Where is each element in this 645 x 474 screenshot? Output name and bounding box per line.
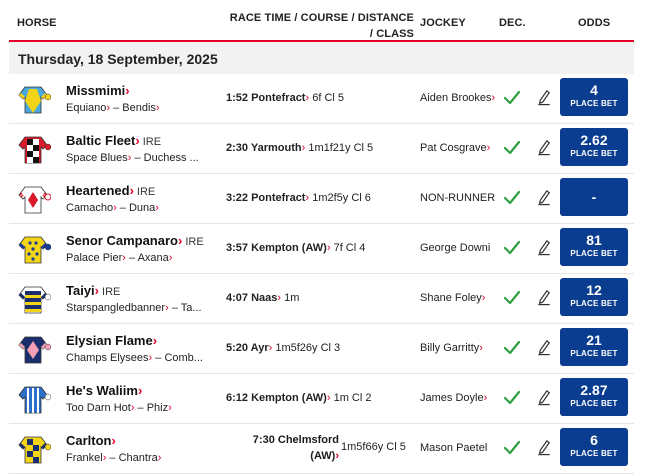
race-info[interactable]: 5:20 Ayr› 1m5f26y Cl 3: [226, 342, 341, 354]
jockey-name[interactable]: George Downi: [420, 242, 491, 254]
jockey-name[interactable]: Mason Paetel: [420, 442, 488, 454]
horse-name-link[interactable]: Heartened› IRE: [66, 183, 156, 198]
breeding[interactable]: Starspangledbanner› – Ta...: [66, 302, 202, 314]
horse-name-link[interactable]: Senor Campanaro› IRE: [66, 233, 204, 248]
check-icon: [503, 239, 521, 257]
odds-place-bet-button[interactable]: 4 PLACE BET: [560, 78, 628, 116]
header-dec: DEC.: [499, 17, 526, 29]
breeding[interactable]: Equiano› – Bendis›: [66, 102, 160, 114]
racing-results-table: [9, 0, 634, 474]
breeding[interactable]: Champs Elysees› – Comb...: [66, 352, 203, 364]
jockey-silk-icon: [15, 233, 51, 265]
table-row: [9, 424, 634, 474]
check-icon: [503, 389, 521, 407]
jockey-silk-icon: [15, 183, 51, 215]
jockey-name[interactable]: Aiden Brookes›: [420, 92, 496, 104]
jockey-silk-icon: [15, 433, 51, 465]
table-row: [9, 124, 634, 174]
horse-name-link[interactable]: Carlton›: [66, 433, 116, 448]
edit-pencil-icon[interactable]: [536, 138, 552, 156]
jockey-silk-icon: [15, 383, 51, 415]
table-header: [9, 0, 634, 42]
breeding[interactable]: Palace Pier› – Axana›: [66, 252, 173, 264]
race-info[interactable]: 3:22 Pontefract› 1m2f5y Cl 6: [226, 192, 371, 204]
odds-place-bet-button[interactable]: 2.87 PLACE BET: [560, 378, 628, 416]
race-info[interactable]: 1:52 Pontefract› 6f Cl 5: [226, 92, 345, 104]
edit-pencil-icon[interactable]: [536, 188, 552, 206]
jockey-silk-icon: [15, 333, 51, 365]
odds-place-bet-button[interactable]: -: [560, 178, 628, 216]
breeding[interactable]: Camacho› – Duna›: [66, 202, 159, 214]
date-label: Thursday, 18 September, 2025: [18, 51, 218, 67]
jockey-name: NON-RUNNER: [420, 192, 496, 204]
edit-pencil-icon[interactable]: [536, 438, 552, 456]
horse-name-link[interactable]: He's Waliim›: [66, 383, 143, 398]
jockey-name[interactable]: Billy Garritty›: [420, 342, 483, 354]
odds-place-bet-button[interactable]: 2.62 PLACE BET: [560, 128, 628, 166]
header-odds: ODDS: [578, 17, 611, 29]
header-race: RACE TIME / COURSE / DISTANCE / CLASS: [229, 12, 414, 40]
horse-name-link[interactable]: Baltic Fleet› IRE: [66, 133, 162, 148]
breeding[interactable]: Too Darn Hot› – Phiz›: [66, 402, 172, 414]
header-jockey: JOCKEY: [420, 17, 466, 29]
horse-name-link[interactable]: Taiyi› IRE: [66, 283, 121, 298]
odds-place-bet-button[interactable]: 6 PLACE BET: [560, 428, 628, 466]
horse-name-link[interactable]: Missmimi›: [66, 83, 130, 98]
race-detail: 1m5f66y Cl 5: [341, 441, 406, 453]
breeding[interactable]: Frankel› – Chantra›: [66, 452, 162, 464]
check-icon: [503, 439, 521, 457]
table-row: [9, 224, 634, 274]
table-row: [9, 324, 634, 374]
edit-pencil-icon[interactable]: [536, 288, 552, 306]
check-icon: [503, 89, 521, 107]
horse-name-link[interactable]: Elysian Flame›: [66, 333, 158, 348]
check-icon: [503, 189, 521, 207]
check-icon: [503, 289, 521, 307]
odds-place-bet-button[interactable]: 12 PLACE BET: [560, 278, 628, 316]
breeding[interactable]: Space Blues› – Duchess ...: [66, 152, 199, 164]
race-info[interactable]: 4:07 Naas› 1m: [226, 292, 300, 304]
race-info[interactable]: 6:12 Kempton (AW)› 1m Cl 2: [226, 392, 372, 404]
check-icon: [503, 139, 521, 157]
table-row: [9, 174, 634, 224]
jockey-silk-icon: [15, 83, 51, 115]
table-row: [9, 274, 634, 324]
table-row: [9, 74, 634, 124]
edit-pencil-icon[interactable]: [536, 338, 552, 356]
edit-pencil-icon[interactable]: [536, 238, 552, 256]
header-horse: HORSE: [17, 17, 57, 29]
jockey-silk-icon: [15, 133, 51, 165]
jockey-silk-icon: [15, 283, 51, 315]
date-row: [9, 42, 634, 74]
race-info[interactable]: 3:57 Kempton (AW)› 7f Cl 4: [226, 242, 366, 254]
race-info[interactable]: 2:30 Yarmouth› 1m1f21y Cl 5: [226, 142, 374, 154]
race-time-course[interactable]: 7:30 Chelmsford (AW)›: [252, 434, 339, 462]
jockey-name[interactable]: Pat Cosgrave›: [420, 142, 491, 154]
odds-place-bet-button[interactable]: 21 PLACE BET: [560, 328, 628, 366]
edit-pencil-icon[interactable]: [536, 388, 552, 406]
odds-place-bet-button[interactable]: 81 PLACE BET: [560, 228, 628, 266]
jockey-name[interactable]: James Doyle›: [420, 392, 488, 404]
table-row: [9, 374, 634, 424]
edit-pencil-icon[interactable]: [536, 88, 552, 106]
jockey-name[interactable]: Shane Foley›: [420, 292, 486, 304]
check-icon: [503, 339, 521, 357]
